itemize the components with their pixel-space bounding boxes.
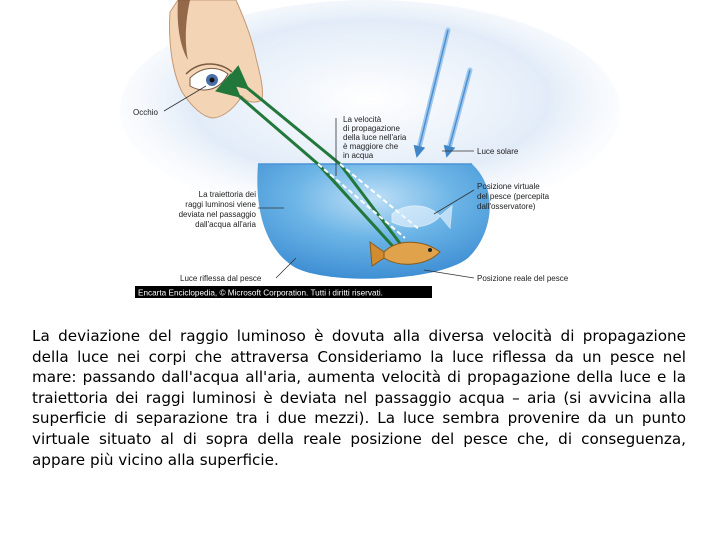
label-reflected-light: Luce riflessa dal pesce [180,274,262,283]
caption-paragraph: La deviazione del raggio luminoso è dovuta alla diversa velocità di propagazione della luce nei corpi che attraversa Consideriamo la luce riflessa da un pesce nel mare: passando dall'acqua all'aria, aumenta velocità di propagazione della luce e la traiettoria dei raggi luminosi è deviata nel passaggio acqua – aria (si avvicina alla superficie di separazione tra i due mezzi). La luce sembra provenire da un punto virtuale situato al di sopra della reale posizione del pesce che, di conseguenza, appare più vicino alla superficie. [32,327,686,469]
credit-bar [135,286,432,298]
svg-text:di propagazione: di propagazione [343,124,400,133]
label-real-position: Posizione reale del pesce [477,274,569,283]
label-sunlight: Luce solare [477,147,519,156]
svg-text:raggi luminosi viene: raggi luminosi viene [185,200,256,209]
label-virtual-position [477,182,550,211]
svg-text:della luce nell'aria: della luce nell'aria [343,133,407,142]
credit-text: Encarta Enciclopedia, © Microsoft Corporation. Tutti i diritti riservati. [138,288,383,298]
svg-text:in acqua: in acqua [343,151,374,160]
svg-text:dall'osservatore): dall'osservatore) [477,202,536,211]
label-eye: Occhio [133,108,158,117]
svg-text:dall'acqua all'aria: dall'acqua all'aria [195,220,256,229]
svg-text:deviata nel passaggio: deviata nel passaggio [178,210,256,219]
label-trajectory [179,190,257,229]
svg-text:del pesce (percepita: del pesce (percepita [477,192,550,201]
svg-text:La traiettoria dei: La traiettoria dei [198,190,256,199]
svg-text:La velocità: La velocità [343,115,382,124]
svg-text:è maggiore che: è maggiore che [343,142,399,151]
svg-text:Posizione virtuale: Posizione virtuale [477,182,540,191]
